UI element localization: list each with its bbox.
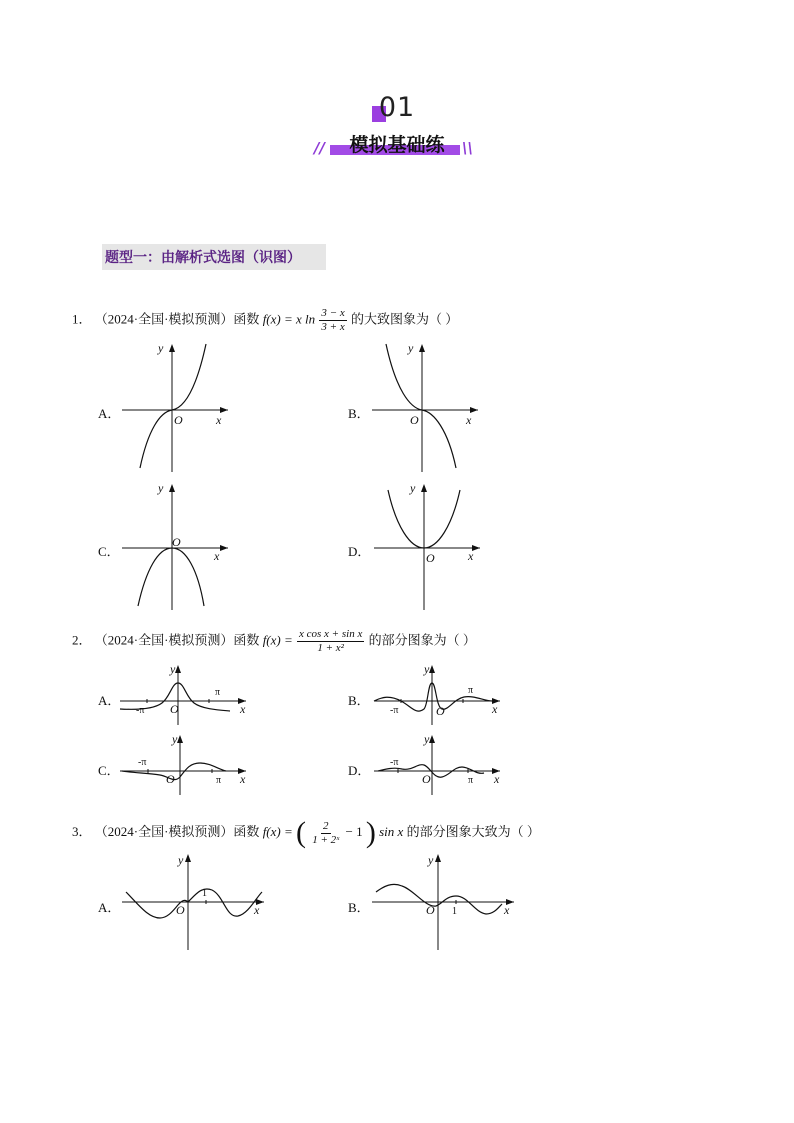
pi-label: π <box>215 687 221 698</box>
question-tail: 的大致图象为（ ） <box>350 311 459 327</box>
pi-label: π <box>216 775 222 786</box>
question-1 <box>72 307 458 334</box>
origin-label: O <box>436 704 445 718</box>
option-label-d[interactable]: D． <box>348 763 371 778</box>
question-number: 3． <box>72 823 92 839</box>
neg-pi-label: -π <box>136 705 145 716</box>
graph-q1-d[interactable] <box>372 480 492 612</box>
option-label-a[interactable]: A． <box>98 900 121 915</box>
origin-label: O <box>426 551 435 565</box>
x-axis-label: x <box>240 702 246 716</box>
fraction-numerator: 2 <box>323 819 329 832</box>
header-deco-right: \\ <box>462 139 473 157</box>
fraction-numerator: x cos x + sin x <box>299 628 363 640</box>
sin-term: sin x <box>379 823 404 839</box>
question-2 <box>72 628 476 655</box>
function-expression: f(x) = <box>262 823 293 839</box>
question-number: 2． <box>72 632 92 648</box>
neg-pi-label: -π <box>390 757 399 768</box>
question-tail: 的部分图象大致为（ ） <box>406 823 540 839</box>
function-expression: f(x) = x ln <box>262 311 316 327</box>
one-label: 1 <box>202 888 207 899</box>
option-label-b[interactable]: B． <box>348 406 370 421</box>
origin-label: O <box>426 903 435 917</box>
header-title: 模拟基础练 <box>349 134 445 156</box>
option-label-c[interactable]: C． <box>98 544 120 559</box>
graph-q3-a[interactable] <box>120 852 270 952</box>
graph-q3-b[interactable] <box>370 852 520 952</box>
header-deco-left: // <box>314 139 325 157</box>
y-axis-label: y <box>172 732 178 746</box>
option-label-d[interactable]: D． <box>348 544 371 559</box>
y-axis-label: y <box>410 481 416 495</box>
origin-label: O <box>170 702 179 716</box>
origin-label: O <box>422 772 431 786</box>
graph-q1-b[interactable] <box>370 340 490 475</box>
y-axis-label: y <box>424 732 430 746</box>
section-title: 题型一：由解析式选图（识图） <box>105 250 301 266</box>
graph-q1-a[interactable] <box>120 340 240 475</box>
graph-q2-b[interactable] <box>372 663 507 728</box>
fraction-denominator: 1 + x² <box>317 642 344 654</box>
graph-q2-d[interactable] <box>372 733 507 798</box>
y-axis-label: y <box>178 853 184 867</box>
one-label: 1 <box>452 906 457 917</box>
question-3 <box>72 816 540 850</box>
origin-label: O <box>410 413 419 427</box>
neg-pi-label: -π <box>390 705 399 716</box>
origin-label: O <box>166 772 175 786</box>
y-axis-label: y <box>170 662 176 676</box>
x-axis-label: x <box>214 549 220 563</box>
x-axis-label: x <box>468 549 474 563</box>
x-axis-label: x <box>504 903 510 917</box>
pi-label: π <box>468 775 474 786</box>
function-expression: f(x) = <box>262 632 293 648</box>
fraction <box>297 628 364 655</box>
y-axis-label: y <box>424 662 430 676</box>
header-number: 01 <box>378 92 416 123</box>
question-source: （2024·全国·模拟预测）函数 <box>94 823 260 839</box>
origin-label: O <box>176 903 185 917</box>
origin-label: O <box>172 535 181 549</box>
option-label-c[interactable]: C． <box>98 763 120 778</box>
paren-close: ) <box>365 816 376 849</box>
fraction-denominator: 3 + x <box>321 321 345 333</box>
y-axis-label: y <box>408 341 414 355</box>
paren-open: ( <box>296 816 306 849</box>
option-label-a[interactable]: A． <box>98 406 121 421</box>
option-label-b[interactable]: B． <box>348 900 370 915</box>
x-axis-label: x <box>216 413 222 427</box>
question-source: （2024·全国·模拟预测）函数 <box>94 632 260 648</box>
question-number: 1． <box>72 311 92 327</box>
fraction-denominator: 1 + 2ˣ <box>312 833 340 846</box>
y-axis-label: y <box>158 341 164 355</box>
graph-q2-c[interactable] <box>118 733 253 798</box>
question-tail: 的部分图象为（ ） <box>368 632 476 648</box>
fraction-numerator: 3 − x <box>321 307 345 319</box>
option-label-b[interactable]: B． <box>348 693 370 708</box>
question-source: （2024·全国·模拟预测）函数 <box>94 311 260 327</box>
minus-one: − 1 <box>345 823 363 839</box>
x-axis-label: x <box>254 903 260 917</box>
x-axis-label: x <box>240 772 246 786</box>
y-axis-label: y <box>428 853 434 867</box>
fraction <box>319 307 346 334</box>
x-axis-label: x <box>492 702 498 716</box>
x-axis-label: x <box>494 772 500 786</box>
neg-pi-label: -π <box>138 757 147 768</box>
pi-label: π <box>468 685 474 696</box>
graph-q2-a[interactable] <box>118 663 253 728</box>
fraction <box>310 820 341 847</box>
y-axis-label: y <box>158 481 164 495</box>
graph-q1-c[interactable] <box>120 480 240 612</box>
origin-label: O <box>174 413 183 427</box>
option-label-a[interactable]: A． <box>98 693 121 708</box>
x-axis-label: x <box>466 413 472 427</box>
